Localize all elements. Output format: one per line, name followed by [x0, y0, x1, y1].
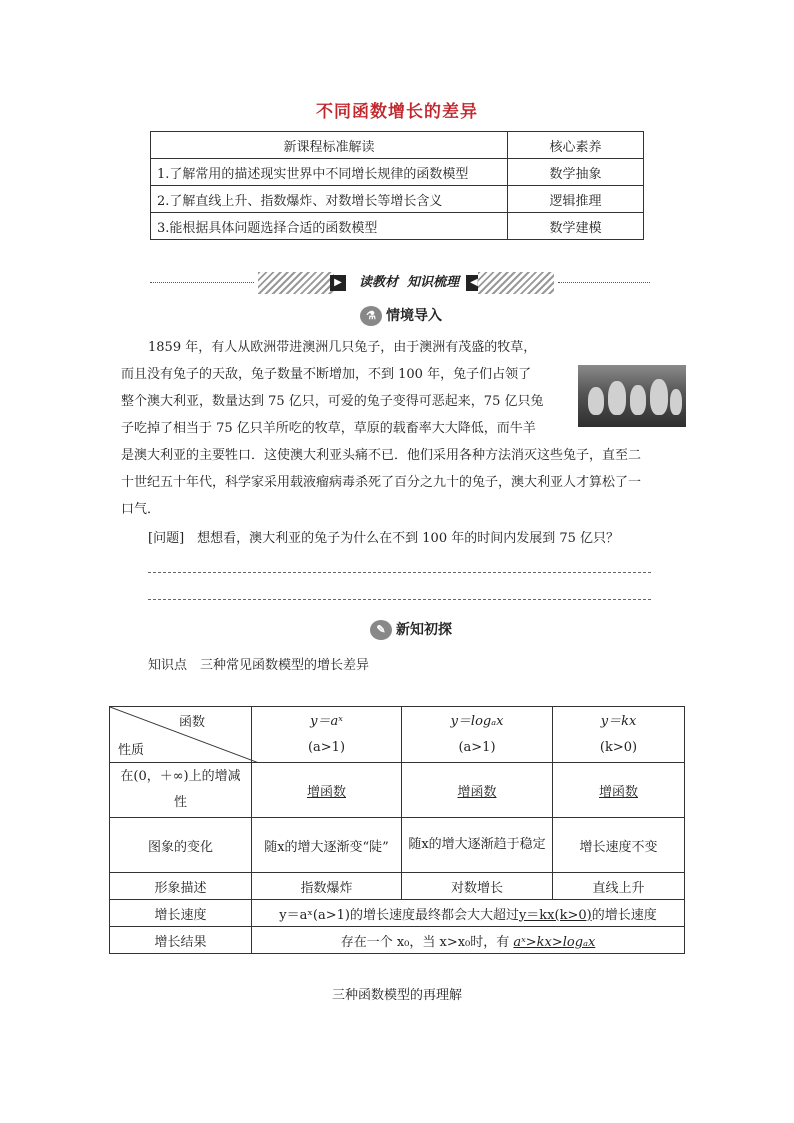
row-label: 增长结果 [110, 927, 252, 954]
corner-bottom-label: 性质 [118, 743, 145, 758]
result-cell [252, 927, 685, 954]
function-formula: y＝aˣ [310, 713, 343, 729]
answer-line [148, 599, 651, 600]
table-row [110, 927, 685, 954]
section-heading-intro [360, 305, 442, 326]
story-line: 而且没有兔子的天敌，兔子数量不断增加，不到 100 年，兔子们占领了 [121, 367, 532, 382]
story-line: 子吃掉了相当于 75 亿只羊所吃的牧草，草原的载畜率大大降低，而牛羊 [121, 421, 536, 436]
cell-value: 增函数 [402, 763, 553, 818]
standard-text: 2.了解直线上升、指数爆炸、对数增长等增长含义 [151, 186, 508, 213]
book-icon: ✎ [370, 620, 392, 640]
row-label: 增长速度 [110, 900, 252, 927]
standards-table [150, 131, 644, 240]
result-part2: aˣ>kx>logₐx [513, 934, 596, 950]
standard-text: 3.能根据具体问题选择合适的函数模型 [151, 213, 508, 240]
stripe-decoration [258, 272, 334, 294]
cell-value: 随x的增大逐渐变“陡” [252, 818, 402, 873]
table-row [110, 900, 685, 927]
function-condition: (k>0) [599, 739, 638, 755]
cell-value: 直线上升 [553, 873, 685, 900]
skill-text: 数学建模 [508, 213, 644, 240]
story-line: 口气． [121, 502, 161, 517]
banner-box [258, 272, 554, 294]
corner-top-label: 函数 [178, 715, 205, 730]
table-row [151, 159, 644, 186]
row-label: 形象描述 [110, 873, 252, 900]
table-header-row [151, 132, 644, 159]
table-row [110, 818, 685, 873]
cell-value: 增长速度不变 [553, 818, 685, 873]
skill-text: 数学抽象 [508, 159, 644, 186]
table-row [110, 763, 685, 818]
table-header-row [110, 707, 685, 763]
corner-cell [110, 707, 252, 763]
row-label: 在(0，＋∞)上的增减性 [110, 763, 252, 818]
function-header [252, 707, 402, 763]
cell-value: 随x的增大逐渐趋于稳定 [402, 818, 553, 873]
banner-label [354, 272, 464, 294]
chevron-right-icon: ▶ [330, 275, 346, 291]
banner-right-text: 知识梳理 [407, 275, 460, 290]
section-heading-new [370, 619, 452, 640]
speed-part3: 的增长速度 [591, 907, 657, 923]
stripe-decoration [478, 272, 554, 294]
page-title: 不同函数增长的差异 [316, 102, 478, 122]
skill-text: 逻辑推理 [508, 186, 644, 213]
chevron-left-icon: ◀ [466, 275, 482, 291]
answer-line [148, 572, 651, 573]
knowledge-point: 知识点 三种常见函数模型的增长差异 [148, 658, 370, 673]
function-formula: y＝logₐx [450, 713, 504, 729]
section-title: 情境导入 [386, 308, 442, 324]
speed-part1: y＝aˣ(a>1)的增长速度最终都会大大超过 [279, 907, 519, 923]
section-title: 新知初探 [396, 622, 452, 638]
comparison-table [109, 706, 685, 954]
question-text: [问题] 想想看，澳大利亚的兔子为什么在不到 100 年的时间内发展到 75 亿只？ [148, 531, 620, 546]
function-header [402, 707, 553, 763]
story-line: 整个澳大利亚，数量达到 75 亿只，可爱的兔子变得可恶起来，75 亿只兔 [121, 394, 544, 409]
cell-value: 指数爆炸 [252, 873, 402, 900]
cell-value: 增函数 [553, 763, 685, 818]
dotted-divider-right [558, 282, 650, 283]
footer-heading: 三种函数模型的再理解 [331, 988, 462, 1003]
rabbits-photo [578, 365, 686, 427]
header-skill: 核心素养 [508, 132, 644, 159]
dotted-divider-left [150, 282, 254, 283]
section-banner [150, 270, 650, 296]
result-part1: 存在一个 x₀，当 x>x₀时，有 [340, 934, 510, 950]
story-line: 是澳大利亚的主要牲口．这使澳大利亚头痛不已．他们采用各种方法消灭这些兔子，直至二 [121, 448, 642, 463]
table-row [151, 186, 644, 213]
banner-left-text: 读教材 [358, 275, 398, 290]
story-line: 十世纪五十年代，科学家采用载液瘤病毒杀死了百分之九十的兔子，澳大利亚人才算松了一 [121, 475, 642, 490]
cell-value: 增函数 [252, 763, 402, 818]
table-row [110, 873, 685, 900]
speed-part2: y＝kx(k>0) [518, 907, 592, 923]
table-row [151, 213, 644, 240]
row-label: 图象的变化 [110, 818, 252, 873]
cell-value: 对数增长 [402, 873, 553, 900]
header-standard: 新课程标准解读 [151, 132, 508, 159]
function-header [553, 707, 685, 763]
function-condition: (a>1) [458, 739, 496, 755]
flask-icon: ⚗ [360, 306, 382, 326]
function-formula: y＝kx [600, 713, 637, 729]
speed-cell [252, 900, 685, 927]
function-condition: (a>1) [307, 739, 346, 755]
standard-text: 1.了解常用的描述现实世界中不同增长规律的函数模型 [151, 159, 508, 186]
story-line: 1859 年，有人从欧洲带进澳洲几只兔子，由于澳洲有茂盛的牧草， [148, 340, 537, 355]
